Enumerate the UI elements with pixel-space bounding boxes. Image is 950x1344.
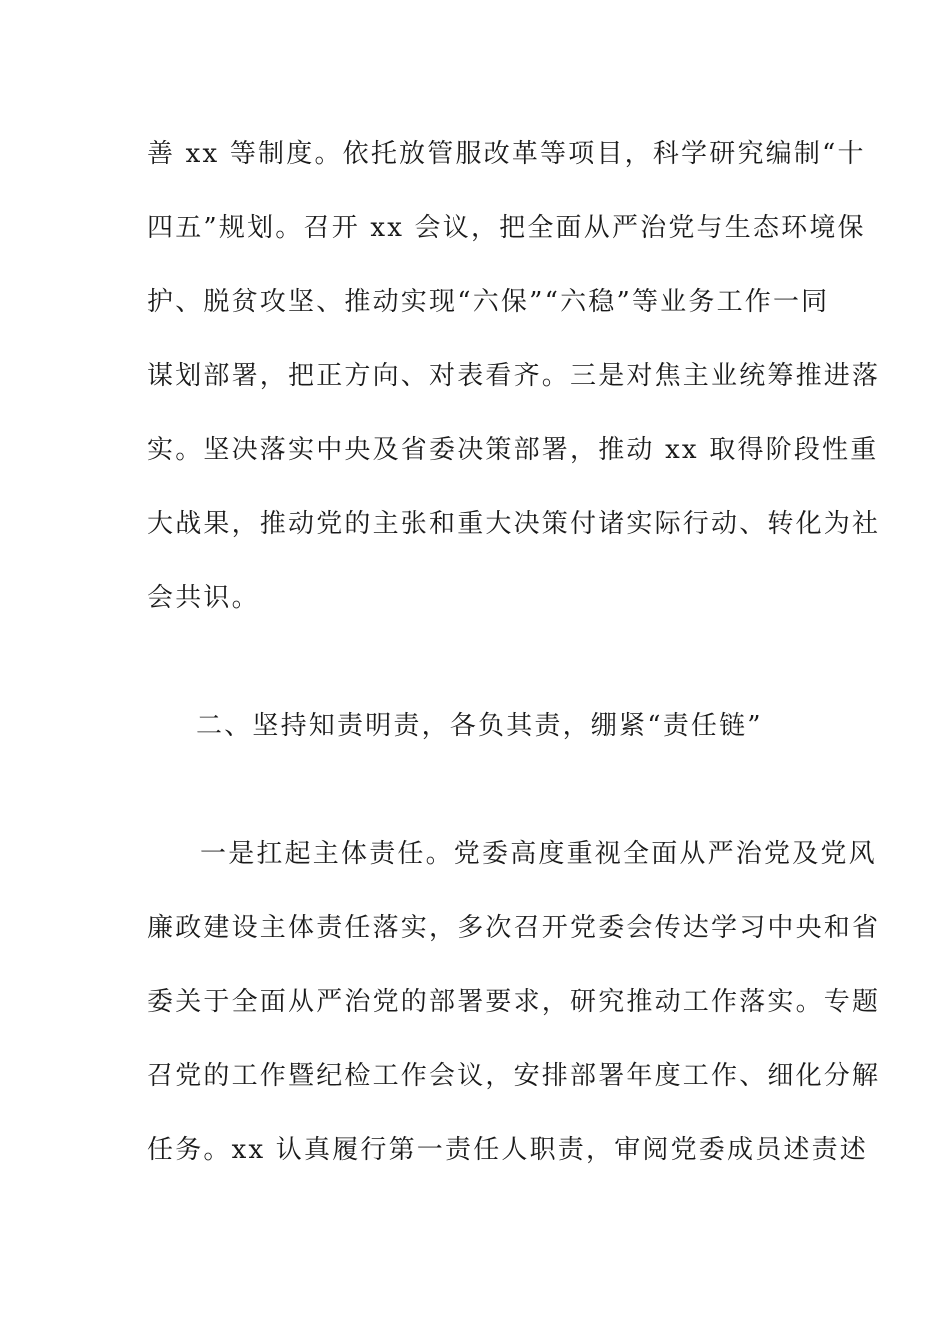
paragraph-line: 善 xx 等制度。依托放管服改革等项目，科学研究编制“十 — [147, 139, 866, 169]
paragraph-line: 四五”规划。召开 xx 会议，把全面从严治党与生态环境保 — [147, 213, 866, 243]
paragraph-line: 谋划部署，把正方向、对表看齐。三是对焦主业统筹推进落 — [147, 361, 881, 391]
paragraph-line: 召党的工作暨纪检工作会议，安排部署年度工作、细化分解 — [147, 1061, 881, 1091]
paragraph-line: 护、脱贫攻坚、推动实现“六保”“六稳”等业务工作一同 — [147, 287, 830, 317]
paragraph-line: 会共识。 — [147, 583, 260, 613]
paragraph-line: 一是扛起主体责任。党委高度重视全面从严治党及党风 — [200, 839, 877, 869]
paragraph-line: 大战果，推动党的主张和重大决策付诸实际行动、转化为社 — [147, 509, 881, 539]
paragraph-line: 廉政建设主体责任落实，多次召开党委会传达学习中央和省 — [147, 913, 881, 943]
paragraph-line: 实。坚决落实中央及省委决策部署，推动 xx 取得阶段性重 — [147, 435, 879, 465]
section-heading: 二、坚持知责明责，各负其责，绷紧“责任链” — [196, 711, 763, 741]
paragraph-line: 任务。xx 认真履行第一责任人职责，审阅党委成员述责述 — [147, 1135, 868, 1165]
paragraph-line: 委关于全面从严治党的部署要求，研究推动工作落实。专题 — [147, 987, 881, 1017]
